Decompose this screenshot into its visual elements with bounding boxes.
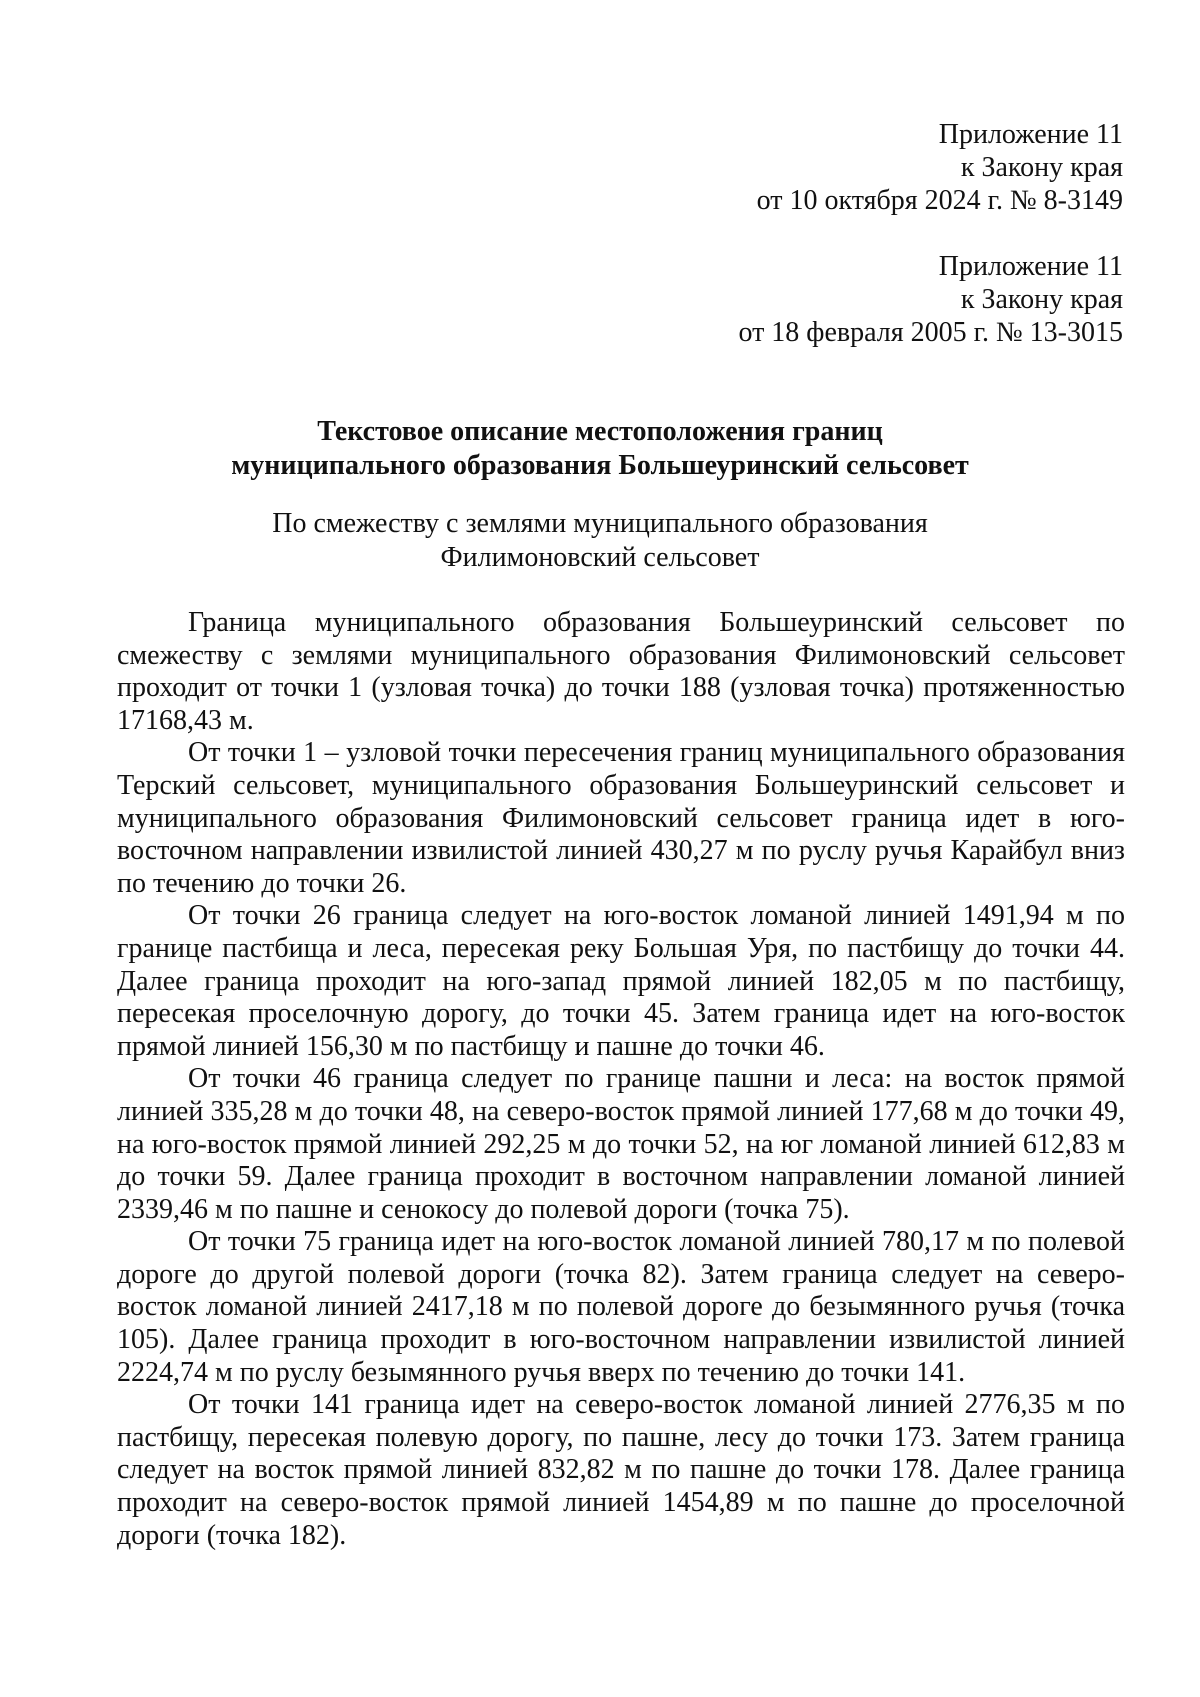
document-title: [0, 415, 1200, 483]
section-subtitle-line-2: Филимоновский сельсовет: [440, 542, 760, 573]
appendix-law-date: от 18 февраля 2005 г. № 13-3015: [738, 317, 1123, 348]
appendix-number: Приложение 11: [938, 251, 1123, 282]
appendix-header-original: [738, 250, 1123, 349]
paragraph: От точки 141 граница идет на северо-восток ломаной линией 2776,35 м по пастбищу, пересекая полевую дорогу, по пашне, лесу до точки 173. Затем граница следует на восток прямой линией 832,82 м по пашне до точки 178. Далее граница проходит на северо-восток прямой линией 1454,89 м по пашне до проселочной дороги (точка 182).: [117, 1389, 1125, 1551]
boundary-description: [117, 607, 1125, 1552]
paragraph: От точки 26 граница следует на юго-восток ломаной линией 1491,94 м по границе пастбища и леса, пересекая реку Большая Уря, по пастбищу до точки 44. Далее граница проходит на юго-запад прямой линией 182,05 м по пастбищу, пересекая проселочную дорогу, до точки 45. Затем граница идет на юго-восток прямой линией 156,30 м по пастбищу и пашне до точки 46.: [117, 900, 1125, 1062]
appendix-law-ref: к Закону края: [960, 152, 1123, 183]
appendix-law-ref: к Закону края: [960, 284, 1123, 315]
paragraph: От точки 1 – узловой точки пересечения границ муниципального образования Терский сельсовет, муниципального образования Большеуринский сельсовет и муниципального образования Филимоновский сельсовет граница идет в юго-восточном направлении извилистой линией 430,27 м по руслу ручья Карайбул вниз по течению до точки 26.: [117, 737, 1125, 899]
appendix-number: Приложение 11: [938, 119, 1123, 150]
paragraph: Граница муниципального образования Большеуринский сельсовет по смежеству с землями муниципального образования Филимоновский сельсовет проходит от точки 1 (узловая точка) до точки 188 (узловая точка) протяженностью 17168,43 м.: [117, 607, 1125, 736]
section-subtitle-line-1: По смежеству с землями муниципального образования: [272, 508, 928, 539]
document-title-line-1: Текстовое описание местоположения границ: [317, 416, 883, 447]
appendix-law-date: от 10 октября 2024 г. № 8-3149: [756, 185, 1123, 216]
document-title-line-2: муниципального образования Большеуринский сельсовет: [231, 450, 969, 481]
paragraph: От точки 75 граница идет на юго-восток ломаной линией 780,17 м по полевой дороге до другой полевой дороги (точка 82). Затем граница следует на северо-восток ломаной линией 2417,18 м по полевой дороге до безымянного ручья (точка 105). Далее граница проходит в юго-восточном направлении извилистой линией 2224,74 м по руслу безымянного ручья вверх по течению до точки 141.: [117, 1226, 1125, 1388]
section-subtitle: [0, 507, 1200, 575]
paragraph: От точки 46 граница следует по границе пашни и леса: на восток прямой линией 335,28 м до точки 48, на северо-восток прямой линией 177,68 м до точки 49, на юго-восток прямой линией 292,25 м до точки 52, на юг ломаной линией 612,83 м до точки 59. Далее граница проходит в восточном направлении ломаной линией 2339,46 м по пашне и сенокосу до полевой дороги (точка 75).: [117, 1063, 1125, 1225]
appendix-header-current: [757, 118, 1123, 217]
